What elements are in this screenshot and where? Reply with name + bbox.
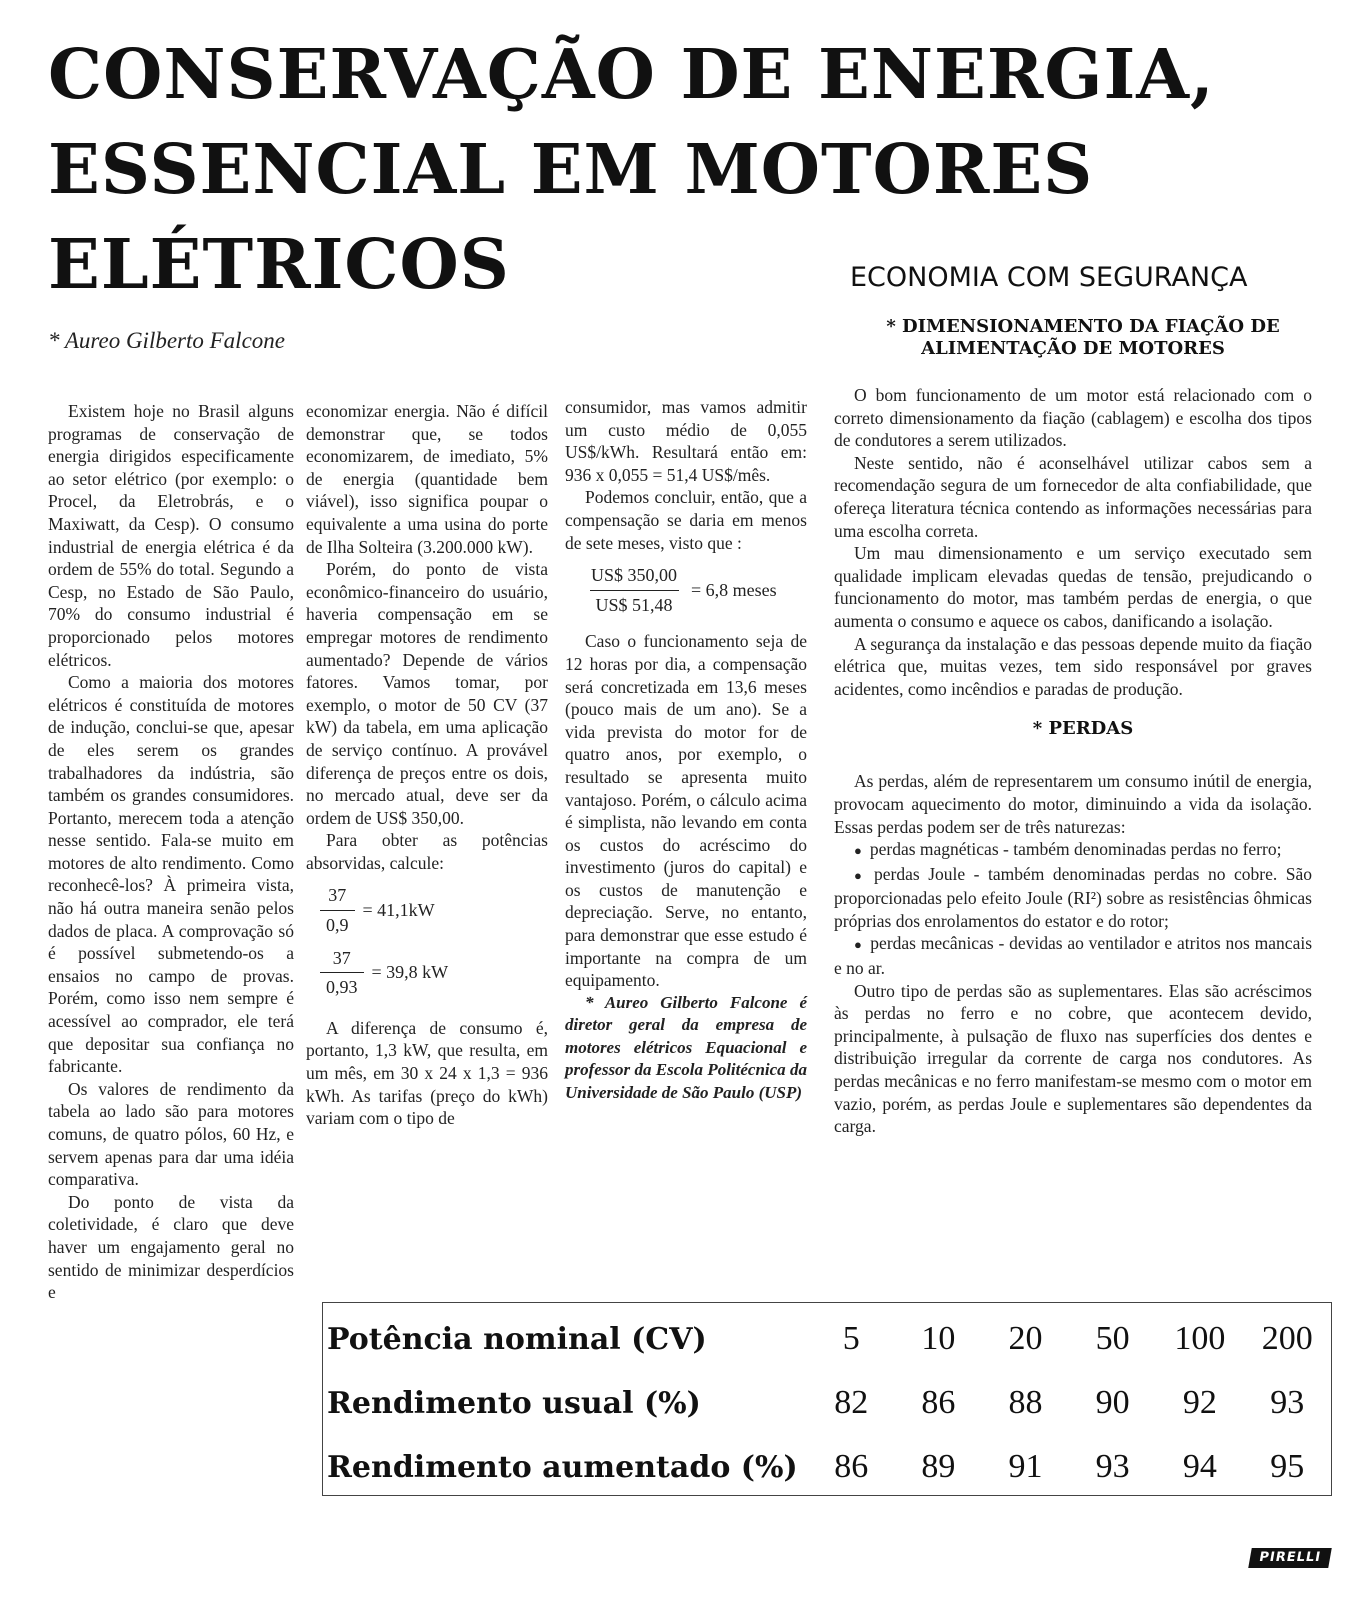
table-cell: 82	[834, 1384, 869, 1421]
paragraph: Do ponto de vista da coletividade, é claro que deve haver um engajamento geral no sentido de minimizar desperdícios e	[48, 1191, 294, 1303]
author-bio: * Aureo Gilberto Falcone é diretor geral da empresa de motores elétricos Equacional e professor da Escola Politécnica da Universidade de São Paulo (USP)	[565, 992, 807, 1102]
formula-result: = 39,8 kW	[371, 962, 449, 983]
subheading: * PERDAS	[1032, 718, 1134, 740]
paragraph: Existem hoje no Brasil alguns programas de conservação de energia dirigidos especificamente ao setor elétrico (por exemplo: o Procel, da Eletrobrás, e o Maxiwatt, da Cesp). O consumo industrial de energia elétrica é da ordem de 55% do total. Segundo a Cesp, no Estado de São Paulo, 70% do consumo industrial é proporcionado pelos motores elétricos.	[48, 401, 294, 670]
byline: * Aureo Gilberto Falcone	[48, 328, 285, 353]
table-cell: 20	[1008, 1320, 1043, 1357]
formula-numerator: US$ 350,00	[591, 565, 678, 586]
paragraph: economizar energia. Não é difícil demonstrar que, se todos economizarem, de imediato, 5% de energia (quantidade bem viável), isso significa poupar o equivalente a uma usina do porte de Ilha Solteira (3.200.000 kW).	[306, 401, 548, 557]
bullet-item: ● perdas magnéticas - também denominadas perdas no ferro;	[834, 838, 1312, 863]
subheading: * DIMENSIONAMENTO DA FIAÇÃO DE ALIMENTAÇÃO DE MOTORES	[886, 316, 1280, 359]
table-cell: 90	[1095, 1384, 1130, 1421]
table-row	[327, 1307, 1331, 1371]
formula-denominator: US$ 51,48	[590, 590, 679, 617]
title-line: ESSENCIAL EM MOTORES	[48, 130, 1094, 210]
paragraph: consumidor, mas vamos admitir um custo médio de 0,055 US$/kWh. Resultará então em: 936 x 0,055 = 51,4 US$/mês.	[565, 397, 807, 485]
table-row	[327, 1371, 1331, 1435]
section-heading: ECONOMIA COM SEGURANÇA	[850, 262, 1248, 293]
formula-2	[320, 947, 548, 999]
formula-result: = 41,1kW	[362, 900, 435, 921]
row-label: Potência nominal (CV)	[327, 1321, 707, 1357]
column-4	[834, 316, 1312, 1138]
formula-3	[585, 564, 807, 616]
title-line: CONSERVAÇÃO DE ENERGIA,	[48, 35, 1215, 115]
paragraph: O bom funcionamento de um motor está relacionado com o correto dimensionamento da fiação (cablagem) e escolha dos tipos de condutores a serem utilizados.	[834, 385, 1312, 451]
paragraph: Caso o funcionamento seja de 12 horas por dia, a compensação será concretizada em 13,6 meses (pouco mais de um ano). Se a vida prevista do motor for de quatro anos, por exemplo, o resultado se apresenta muito vantajoso. Porém, o cálculo acima é simplista, não levando em conta os custos do acréscimo do investimento (juros do capital) e os custos de manutenção e depreciação. Serve, no entanto, para demonstrar que esse estudo é importante na compra de um equipamento.	[565, 631, 807, 991]
paragraph: Outro tipo de perdas são as suplementares. Elas são acréscimos às perdas no ferro e no cobre, que acontecem devido, principalmente, à pulsação de fluxo nas superfícies dos dentes e distribuição irregular da corrente de carga nos condutores. As perdas mecânicas e no ferro manifestam-se mesmo com o motor em vazio, porém, as perdas Joule e suplementares são dependentes da carga.	[834, 980, 1312, 1137]
paragraph: As perdas, além de representarem um consumo inútil de energia, provocam aquecimento do motor, diminuindo a vida da isolação. Essas perdas podem ser de três naturezas:	[834, 771, 1312, 837]
formula-1	[320, 884, 548, 936]
paragraph: Porém, do ponto de vista econômico-financeiro do usuário, haveria compensação em se empregar motores de rendimento aumentado? Depende de vários fatores. Vamos tomar, por exemplo, o motor de 50 CV (37 kW) da tabela, em uma aplicação de serviço contínuo. A provável diferença de preços entre os dois, no mercado atual, deve ser da ordem de US$ 350,00.	[306, 559, 548, 828]
column-3	[565, 396, 807, 1104]
paragraph: Neste sentido, não é aconselhável utilizar cabos sem a recomendação segura de um fornecedor de alta confiabilidade, que ofereça literatura técnica contendo as informações necessárias para uma escolha correta.	[834, 452, 1312, 541]
table	[327, 1307, 1331, 1499]
pirelli-logo: PIRELLI	[1248, 1548, 1332, 1568]
table-cell: 5	[842, 1320, 860, 1357]
bullet-item: ● perdas Joule - também denominadas perdas no cobre. São proporcionadas pelo efeito Joule (RI²) sobre as resistências ôhmicas próprias dos enrolamentos do estator e do rotor;	[834, 863, 1312, 933]
title-line: ELÉTRICOS	[48, 225, 510, 305]
paragraph: Podemos concluir, então, que a compensação se daria em menos de sete meses, visto que :	[565, 487, 807, 553]
table-cell: 94	[1182, 1448, 1217, 1485]
table-cell: 86	[834, 1448, 869, 1485]
table-row	[327, 1435, 1331, 1499]
bullet-item: ● perdas mecânicas - devidas ao ventilador e atritos nos mancais e no ar.	[834, 932, 1312, 979]
formula-numerator: 37	[328, 885, 347, 906]
table-cell: 91	[1008, 1448, 1043, 1485]
paragraph: Como a maioria dos motores elétricos é constituída de motores de indução, conclui-se que, apesar de eles serem os grandes trabalhadores da indústria, são também os grandes consumidores. Portanto, merecem toda a atenção nesse sentido. Fala-se muito em motores de alto rendimento. Como reconhecê-los? À primeira vista, não há outra maneira senão pelos dados de placa. A comprovação só é possível submetendo-os a ensaios no campo de provas. Porém, como isso nem sempre é acessível ao comprador, ele terá que depositar sua confiança no fabricante.	[48, 672, 294, 1077]
table-cell: 89	[921, 1448, 956, 1485]
table-cell: 200	[1261, 1320, 1313, 1357]
formula-denominator: 0,93	[320, 972, 364, 999]
formula-numerator: 37	[332, 947, 351, 968]
paragraph: Um mau dimensionamento e um serviço executado sem qualidade implicam elevadas quedas de tensão, prejudicando o funcionamento do motor, mas também perdas de energia, o que aumenta o consumo e aquece os cabos, danificando a isolação.	[834, 543, 1312, 631]
table-cell: 93	[1095, 1448, 1130, 1485]
formula-denominator: 0,9	[320, 910, 355, 937]
paragraph: Para obter as potências absorvidas, calcule:	[306, 830, 548, 873]
formula-result: = 6,8 meses	[691, 579, 777, 600]
table-cell: 50	[1095, 1320, 1130, 1357]
table-cell: 10	[921, 1320, 956, 1357]
table-cell: 100	[1174, 1320, 1226, 1357]
table-cell: 93	[1270, 1384, 1305, 1421]
paragraph: A segurança da instalação e das pessoas depende muito da fiação elétrica que, muitas vezes, tem sido responsável por graves acidentes, como incêndios e paradas de produção.	[834, 633, 1312, 699]
paragraph: A diferença de consumo é, portanto, 1,3 kW, que resulta, em um mês, em 30 x 24 x 1,3 = 936 kWh. As tarifas (preço do kWh) variam com o tipo de	[306, 1017, 548, 1129]
column-2	[306, 400, 548, 1130]
table-cell: 88	[1008, 1384, 1043, 1421]
table-cell: 95	[1270, 1448, 1305, 1485]
table-cell: 92	[1182, 1384, 1217, 1421]
column-1	[48, 400, 294, 1304]
table-cell: 86	[921, 1384, 956, 1421]
paragraph: Os valores de rendimento da tabela ao lado são para motores comuns, de quatro pólos, 60 Hz, e servem apenas para dar uma idéia comparativa.	[48, 1078, 294, 1190]
efficiency-table	[322, 1302, 1332, 1496]
row-label: Rendimento usual (%)	[327, 1385, 701, 1421]
row-label: Rendimento aumentado (%)	[327, 1449, 798, 1485]
